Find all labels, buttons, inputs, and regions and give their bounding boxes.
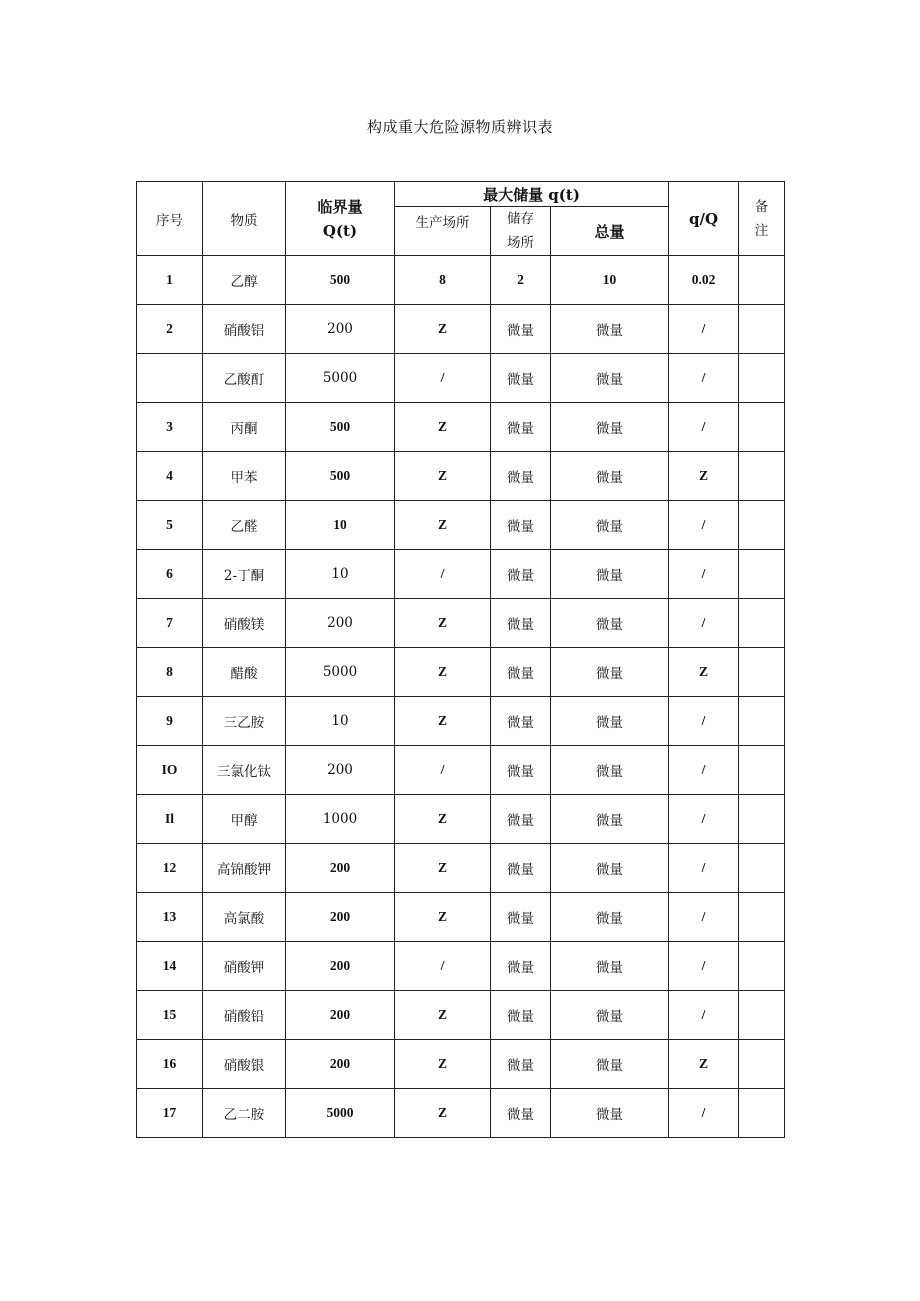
- cell-ratio: /: [669, 746, 739, 795]
- cell-production-site: Z: [395, 403, 491, 452]
- cell-substance: 高锦酸钾: [203, 844, 286, 893]
- cell-substance: 乙酸酊: [203, 354, 286, 403]
- cell-substance: 硝酸银: [203, 1040, 286, 1089]
- cell-production-site: Z: [395, 795, 491, 844]
- cell-storage-site: 微量: [491, 305, 551, 354]
- cell-substance: 丙酮: [203, 403, 286, 452]
- cell-substance: 醋酸: [203, 648, 286, 697]
- cell-critical-quantity: 200: [286, 1040, 395, 1089]
- header-seq: 序号: [137, 182, 203, 256]
- cell-critical-quantity: 200: [286, 942, 395, 991]
- header-substance: 物质: [203, 182, 286, 256]
- cell-substance: 硝酸镁: [203, 599, 286, 648]
- cell-production-site: Z: [395, 501, 491, 550]
- cell-ratio: /: [669, 942, 739, 991]
- cell-total: 微量: [551, 354, 669, 403]
- cell-remarks: [739, 844, 785, 893]
- cell-total: 微量: [551, 305, 669, 354]
- cell-production-site: Z: [395, 305, 491, 354]
- table-row: [137, 697, 785, 746]
- table-row: [137, 991, 785, 1040]
- cell-storage-site: 微量: [491, 942, 551, 991]
- cell-production-site: 8: [395, 256, 491, 305]
- cell-ratio: Z: [669, 648, 739, 697]
- cell-total: 微量: [551, 697, 669, 746]
- cell-production-site: Z: [395, 452, 491, 501]
- cell-critical-quantity: 5000: [286, 648, 395, 697]
- cell-production-site: Z: [395, 893, 491, 942]
- cell-remarks: [739, 256, 785, 305]
- header-critical-quantity: 临界量 Q(t): [286, 182, 395, 256]
- cell-seq: 2: [137, 305, 203, 354]
- cell-substance: 高氯酸: [203, 893, 286, 942]
- cell-substance: 2-丁酮: [203, 550, 286, 599]
- cell-ratio: 0.02: [669, 256, 739, 305]
- cell-storage-site: 微量: [491, 697, 551, 746]
- cell-remarks: [739, 1040, 785, 1089]
- cell-remarks: [739, 746, 785, 795]
- cell-storage-site: 微量: [491, 354, 551, 403]
- table-row: [137, 648, 785, 697]
- cell-critical-quantity: 500: [286, 403, 395, 452]
- cell-substance: 甲醇: [203, 795, 286, 844]
- header-storage-site: 储存 场所: [491, 207, 551, 256]
- cell-seq: 15: [137, 991, 203, 1040]
- cell-ratio: /: [669, 795, 739, 844]
- cell-critical-quantity: 500: [286, 256, 395, 305]
- cell-seq: 9: [137, 697, 203, 746]
- cell-ratio: /: [669, 354, 739, 403]
- cell-ratio: /: [669, 1089, 739, 1138]
- cell-production-site: Z: [395, 991, 491, 1040]
- cell-remarks: [739, 795, 785, 844]
- cell-total: 微量: [551, 844, 669, 893]
- cell-critical-quantity: 200: [286, 991, 395, 1040]
- cell-seq: [137, 354, 203, 403]
- cell-remarks: [739, 991, 785, 1040]
- table-row: [137, 795, 785, 844]
- table-row: [137, 942, 785, 991]
- cell-total: 微量: [551, 550, 669, 599]
- cell-total: 微量: [551, 1089, 669, 1138]
- cell-total: 微量: [551, 746, 669, 795]
- cell-total: 微量: [551, 991, 669, 1040]
- header-ratio: q/Q: [669, 182, 739, 256]
- hazard-identification-table: [136, 181, 785, 1138]
- cell-seq: IO: [137, 746, 203, 795]
- cell-critical-quantity: 200: [286, 844, 395, 893]
- cell-total: 微量: [551, 648, 669, 697]
- cell-substance: 乙醇: [203, 256, 286, 305]
- cell-substance: 甲苯: [203, 452, 286, 501]
- cell-total: 微量: [551, 1040, 669, 1089]
- table-row: [137, 452, 785, 501]
- table-row: [137, 550, 785, 599]
- cell-remarks: [739, 501, 785, 550]
- table-row: [137, 354, 785, 403]
- table-row: [137, 844, 785, 893]
- cell-production-site: Z: [395, 1040, 491, 1089]
- cell-production-site: Z: [395, 648, 491, 697]
- cell-critical-quantity: 5000: [286, 354, 395, 403]
- cell-critical-quantity: 10: [286, 697, 395, 746]
- table-row: [137, 305, 785, 354]
- cell-remarks: [739, 550, 785, 599]
- header-production-site: 生产场所: [395, 207, 491, 256]
- cell-seq: 7: [137, 599, 203, 648]
- cell-critical-quantity: 500: [286, 452, 395, 501]
- cell-total: 微量: [551, 452, 669, 501]
- cell-substance: 三乙胺: [203, 697, 286, 746]
- cell-ratio: /: [669, 697, 739, 746]
- cell-substance: 硝酸铅: [203, 991, 286, 1040]
- page-title: 构成重大危险源物质辨识表: [366, 118, 553, 136]
- cell-seq: 16: [137, 1040, 203, 1089]
- header-remarks: 备 注: [739, 182, 785, 256]
- cell-total: 10: [551, 256, 669, 305]
- table-row: [137, 893, 785, 942]
- cell-ratio: /: [669, 403, 739, 452]
- cell-substance: 乙醛: [203, 501, 286, 550]
- cell-total: 微量: [551, 599, 669, 648]
- cell-production-site: /: [395, 550, 491, 599]
- cell-ratio: /: [669, 599, 739, 648]
- cell-remarks: [739, 599, 785, 648]
- cell-total: 微量: [551, 942, 669, 991]
- cell-ratio: Z: [669, 452, 739, 501]
- cell-remarks: [739, 648, 785, 697]
- cell-critical-quantity: 200: [286, 305, 395, 354]
- cell-remarks: [739, 942, 785, 991]
- cell-remarks: [739, 403, 785, 452]
- table-row: [137, 1040, 785, 1089]
- cell-seq: 17: [137, 1089, 203, 1138]
- cell-critical-quantity: 200: [286, 893, 395, 942]
- cell-storage-site: 微量: [491, 1040, 551, 1089]
- cell-seq: 5: [137, 501, 203, 550]
- cell-production-site: Z: [395, 599, 491, 648]
- cell-ratio: /: [669, 550, 739, 599]
- cell-seq: Il: [137, 795, 203, 844]
- cell-remarks: [739, 893, 785, 942]
- table-row: [137, 256, 785, 305]
- cell-storage-site: 微量: [491, 501, 551, 550]
- cell-ratio: Z: [669, 1040, 739, 1089]
- header-total: 总量: [551, 207, 669, 256]
- cell-storage-site: 微量: [491, 452, 551, 501]
- cell-critical-quantity: 10: [286, 501, 395, 550]
- cell-critical-quantity: 5000: [286, 1089, 395, 1138]
- cell-critical-quantity: 200: [286, 599, 395, 648]
- cell-substance: 硝酸铝: [203, 305, 286, 354]
- table-row: [137, 1089, 785, 1138]
- cell-remarks: [739, 1089, 785, 1138]
- cell-ratio: /: [669, 893, 739, 942]
- cell-critical-quantity: 1000: [286, 795, 395, 844]
- cell-production-site: Z: [395, 697, 491, 746]
- cell-production-site: /: [395, 354, 491, 403]
- cell-remarks: [739, 354, 785, 403]
- cell-remarks: [739, 452, 785, 501]
- cell-ratio: /: [669, 844, 739, 893]
- cell-remarks: [739, 305, 785, 354]
- cell-critical-quantity: 200: [286, 746, 395, 795]
- cell-storage-site: 微量: [491, 550, 551, 599]
- cell-substance: 硝酸钾: [203, 942, 286, 991]
- table-row: [137, 403, 785, 452]
- cell-storage-site: 微量: [491, 893, 551, 942]
- cell-seq: 3: [137, 403, 203, 452]
- cell-total: 微量: [551, 403, 669, 452]
- cell-storage-site: 微量: [491, 599, 551, 648]
- table-row: [137, 599, 785, 648]
- cell-ratio: /: [669, 305, 739, 354]
- cell-storage-site: 微量: [491, 403, 551, 452]
- cell-seq: 13: [137, 893, 203, 942]
- cell-storage-site: 微量: [491, 844, 551, 893]
- cell-seq: 6: [137, 550, 203, 599]
- table-row: [137, 746, 785, 795]
- cell-storage-site: 微量: [491, 1089, 551, 1138]
- cell-storage-site: 微量: [491, 746, 551, 795]
- cell-remarks: [739, 697, 785, 746]
- cell-storage-site: 微量: [491, 991, 551, 1040]
- cell-substance: 三氯化钛: [203, 746, 286, 795]
- cell-seq: 8: [137, 648, 203, 697]
- cell-total: 微量: [551, 501, 669, 550]
- table-row: [137, 501, 785, 550]
- cell-substance: 乙二胺: [203, 1089, 286, 1138]
- cell-production-site: Z: [395, 1089, 491, 1138]
- cell-seq: 14: [137, 942, 203, 991]
- cell-ratio: /: [669, 991, 739, 1040]
- cell-storage-site: 2: [491, 256, 551, 305]
- cell-production-site: /: [395, 942, 491, 991]
- cell-production-site: /: [395, 746, 491, 795]
- cell-seq: 4: [137, 452, 203, 501]
- cell-storage-site: 微量: [491, 795, 551, 844]
- cell-total: 微量: [551, 893, 669, 942]
- header-max-storage: 最大储量 q(t): [395, 182, 669, 207]
- cell-production-site: Z: [395, 844, 491, 893]
- cell-seq: 12: [137, 844, 203, 893]
- cell-seq: 1: [137, 256, 203, 305]
- cell-storage-site: 微量: [491, 648, 551, 697]
- cell-ratio: /: [669, 501, 739, 550]
- cell-total: 微量: [551, 795, 669, 844]
- cell-critical-quantity: 10: [286, 550, 395, 599]
